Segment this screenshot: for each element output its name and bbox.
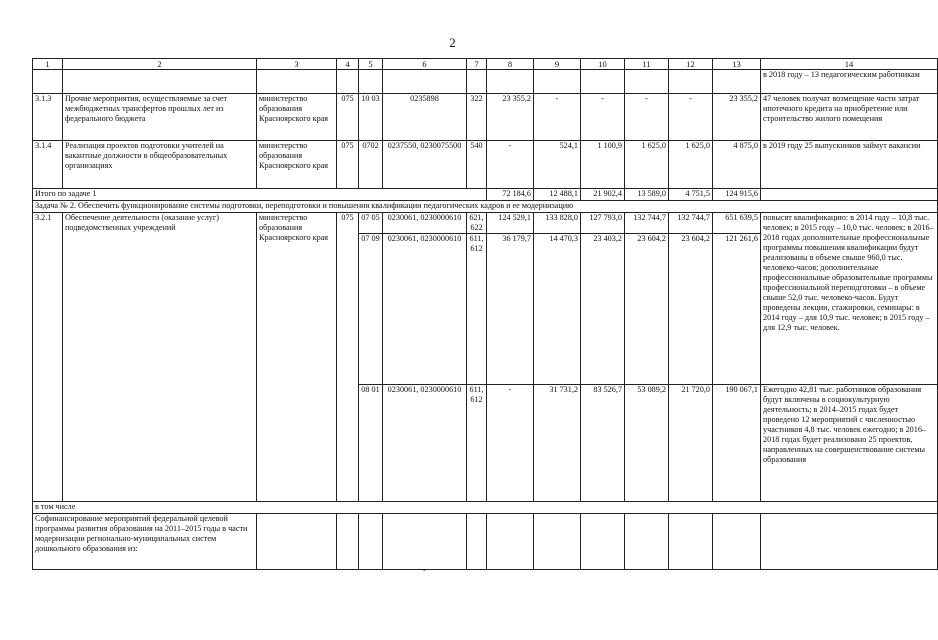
measure-name: Прочие мероприятия, осуществляемые за счет межбюджетных трансфертов прошлых лет из федерального бюджета: [63, 94, 257, 141]
stray-mark: .: [423, 563, 426, 573]
value-cell: 4 875,0: [713, 141, 761, 189]
value-cell: 72 184,6: [487, 189, 534, 201]
header-cell: 13: [713, 59, 761, 70]
vr-code: 611, 612: [467, 385, 487, 502]
vr-code: 621, 622: [467, 213, 487, 234]
budget-table: [32, 58, 938, 570]
value-cell: 36 179,7: [487, 234, 534, 385]
rzpr-code: 0702: [359, 141, 383, 189]
value-cell: 23 604,2: [625, 234, 669, 385]
total-row: [33, 189, 938, 201]
header-cell: 9: [534, 59, 581, 70]
value-cell: 190 067,1: [713, 385, 761, 502]
table-row: [33, 94, 938, 141]
value-cell: 127 793,0: [581, 213, 625, 234]
value-cell: -: [487, 385, 534, 502]
value-cell: 23 355,2: [487, 94, 534, 141]
value-cell: 23 355,2: [713, 94, 761, 141]
value-cell: -: [669, 94, 713, 141]
organization: министерство образования Красноярского края: [257, 213, 337, 502]
page-number: 2: [449, 35, 456, 50]
measure-name: Реализация проектов подготовки учителей на вакантные должности в общеобразовательных организациях: [63, 141, 257, 189]
result-cell: Ежегодно 42,81 тыс. работников образования будут включены в социокультурную деятельность; в 2014–2015 годах будет проведено 12 мероприятий с численностью участников 4,8 тыс. человек ежегодно; в 2016–2018 годах будет реализовано 25 проектов, направленных на совершенствование системы образования: [761, 385, 938, 502]
value-cell: 23 403,2: [581, 234, 625, 385]
value-cell: 23 604,2: [669, 234, 713, 385]
value-cell: 12 488,1: [534, 189, 581, 201]
header-cell: 10: [581, 59, 625, 70]
result-cell: 47 человек получат возмещение части затрат ипотечного кредита на приобретение или строительство жилого помещения: [761, 94, 938, 141]
row-number: 3.1.3: [33, 94, 63, 141]
value-cell: 651 639,5: [713, 213, 761, 234]
value-cell: 121 261,6: [713, 234, 761, 385]
csr-code: 0235898: [383, 94, 467, 141]
header-cell: 8: [487, 59, 534, 70]
header-cell: 1: [33, 59, 63, 70]
header-cell: 12: [669, 59, 713, 70]
value-cell: 1 100,9: [581, 141, 625, 189]
value-cell: 21 720,0: [669, 385, 713, 502]
row-number: 3.2.1: [33, 213, 63, 502]
header-cell: 14: [761, 59, 938, 70]
header-cell: 2: [63, 59, 257, 70]
result-cell: в 2018 году – 13 педагогическим работникам: [761, 70, 938, 94]
table-row: [33, 514, 938, 570]
vr-code: 611, 612: [467, 234, 487, 385]
result-cell: повысят квалификацию: в 2014 году – 10,8 тыс. человек; в 2015 году – 10,0 тыс. человек; в 2016–2018 годах дополнительные профессиональные программы повышения квалификации будут реализованы в объеме свыше 960,0 тыс. человеко-часов; дополнительные профессиональные образовательные программы профессиональной переподготовки – в объеме свыше 52,0 тыс. человеко-часов. Будут проведены лекции, стажировки, семинары: в 2014 году – для 10,9 тыс. человек; в 2015 году – для 12,9 тыс. человек.: [761, 213, 938, 385]
value-cell: 31 731,2: [534, 385, 581, 502]
grbs-code: 075: [337, 141, 359, 189]
value-cell: 132 744,7: [625, 213, 669, 234]
table-row: [33, 141, 938, 189]
value-cell: 4 751,5: [669, 189, 713, 201]
csr-code: 0230061, 0230000610: [383, 213, 467, 234]
header-cell: 4: [337, 59, 359, 70]
rzpr-code: 07 09: [359, 234, 383, 385]
header-cell: 7: [467, 59, 487, 70]
value-cell: 21 902,4: [581, 189, 625, 201]
included-label: в том числе: [33, 502, 938, 514]
continuation-row: [33, 70, 938, 94]
grbs-code: 075: [337, 94, 359, 141]
grbs-code: 075: [337, 213, 359, 502]
header-cell: 3: [257, 59, 337, 70]
value-cell: -: [487, 141, 534, 189]
csr-code: 0230061, 0230000610: [383, 385, 467, 502]
value-cell: -: [534, 94, 581, 141]
task-row: [33, 201, 938, 213]
value-cell: -: [581, 94, 625, 141]
csr-code: 0237550, 0230075500: [383, 141, 467, 189]
cofinancing-text: Софинансирование мероприятий федеральной целевой программы развития образования на 2011–2015 годы в части модернизации регионально-муниципальных систем дошкольного образования из:: [33, 514, 257, 570]
value-cell: 124 915,6: [713, 189, 761, 201]
value-cell: 1 625,0: [625, 141, 669, 189]
task-title: Задача № 2. Обеспечить функционирование системы подготовки, переподготовки и повышения квалификации педагогических кадров и ее модернизацию: [33, 201, 938, 213]
row-number: 3.1.4: [33, 141, 63, 189]
rzpr-code: 08 01: [359, 385, 383, 502]
value-cell: 53 089,2: [625, 385, 669, 502]
value-cell: -: [625, 94, 669, 141]
table-row: [33, 213, 938, 234]
csr-code: 0230061, 0230000610: [383, 234, 467, 385]
value-cell: 14 470,3: [534, 234, 581, 385]
measure-name: Обеспечение деятельности (оказание услуг) подведомственных учреждений: [63, 213, 257, 502]
included-row: [33, 502, 938, 514]
organization: министерство образования Красноярского края: [257, 141, 337, 189]
vr-code: 540: [467, 141, 487, 189]
value-cell: 83 526,7: [581, 385, 625, 502]
organization: министерство образования Красноярского края: [257, 94, 337, 141]
rzpr-code: 07 05: [359, 213, 383, 234]
value-cell: 13 589,0: [625, 189, 669, 201]
result-cell: в 2019 году 25 выпускников займут вакансии: [761, 141, 938, 189]
header-row: [33, 59, 938, 70]
header-cell: 6: [383, 59, 467, 70]
vr-code: 322: [467, 94, 487, 141]
value-cell: 124 529,1: [487, 213, 534, 234]
value-cell: 133 828,0: [534, 213, 581, 234]
header-cell: 11: [625, 59, 669, 70]
value-cell: 132 744,7: [669, 213, 713, 234]
header-cell: 5: [359, 59, 383, 70]
rzpr-code: 10 03: [359, 94, 383, 141]
total-label: Итого по задаче 1: [33, 189, 487, 201]
value-cell: 1 625,0: [669, 141, 713, 189]
value-cell: 524,1: [534, 141, 581, 189]
